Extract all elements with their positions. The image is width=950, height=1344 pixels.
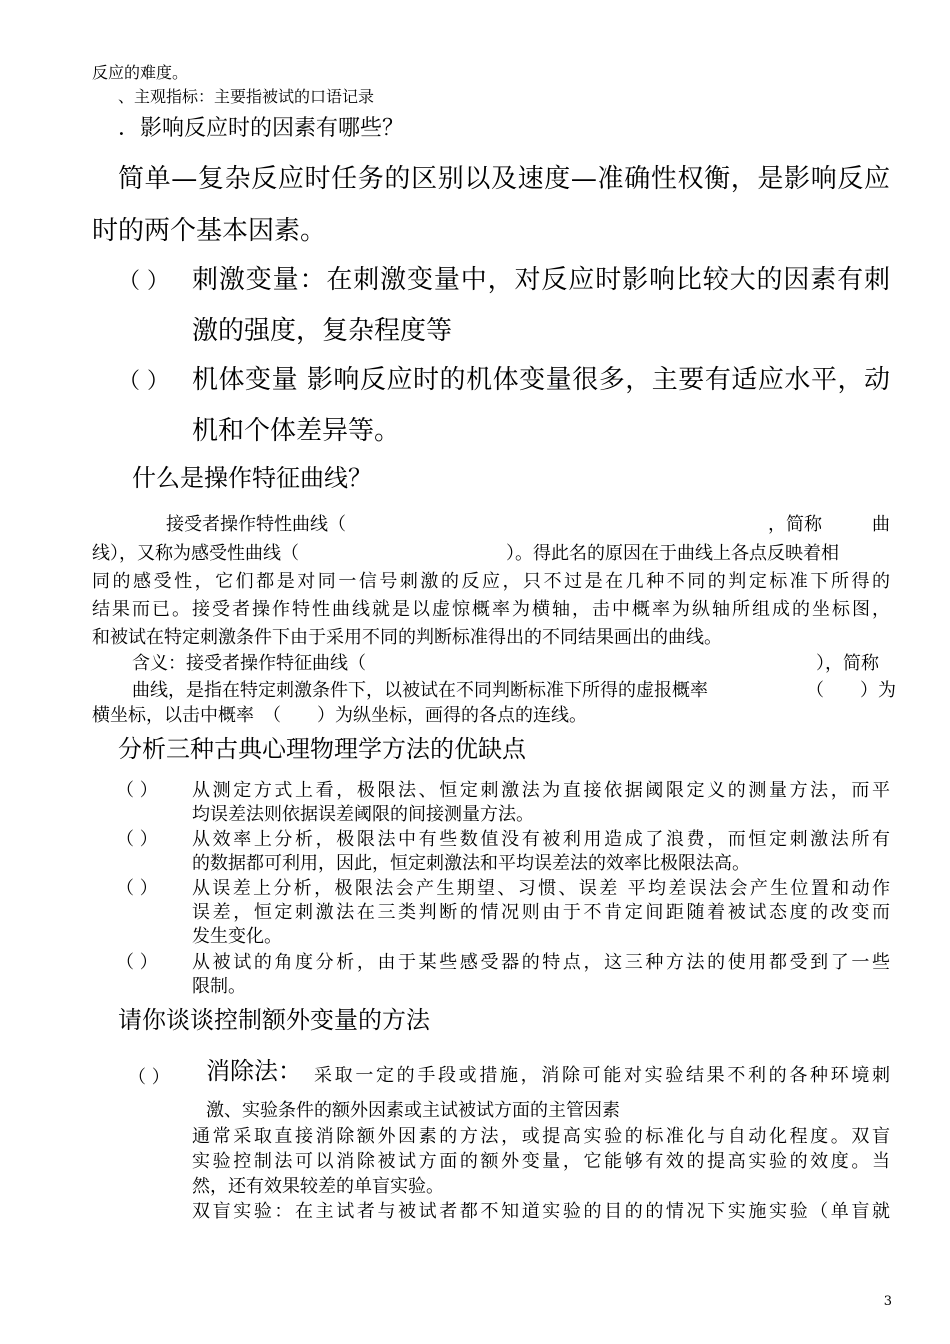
list-item-line: 机体变量 影响反应时的机体变量很多，主要有适应水平，动 (192, 365, 890, 395)
list-item-line: 均误差法则依据误差阈限的间接测量方法。 (192, 804, 534, 825)
paragraph-line: 和被试在特定刺激条件下由于采用不同的判断标准得出的不同结果画出的曲线。 (92, 627, 722, 648)
text-fragment: 含义：接受者操作特征曲线（ (132, 653, 366, 674)
section-heading: 什么是操作特征曲线？ (132, 464, 372, 492)
section-heading: 分析三种古典心理物理学方法的优缺点 (118, 735, 526, 763)
list-marker: （ ） (116, 952, 158, 973)
paragraph-line: 横坐标，以击中概率 （ ）为纵坐标，画得的各点的连线。 (92, 705, 587, 726)
text-fragment: ，简称 (768, 514, 822, 535)
list-item-line: 误差，恒定刺激法在三类判断的情况则由于不肯定间距随着被试态度的改变而 (192, 902, 890, 923)
list-marker: （ ） (116, 780, 158, 801)
list-item-line: 激、实验条件的额外因素或主试被试方面的主管因素 (206, 1100, 620, 1121)
list-marker: （ ） (128, 1067, 170, 1088)
text-fragment: 线），又称为感受性曲线（ (92, 543, 299, 564)
list-item-line: 刺激变量：在刺激变量中，对反应时影响比较大的因素有刺 (192, 265, 890, 295)
list-item-line: 机和个体差异等。 (192, 416, 401, 446)
list-marker: （ ） (118, 269, 169, 294)
list-item-line: 采取一定的手段或措施，消除可能对实验结果不利的各种环境刺 (314, 1065, 890, 1086)
section-heading: ．影响反应时的因素有哪些？ (118, 116, 405, 141)
list-marker: （ ） (116, 829, 158, 850)
list-marker: （ ） (116, 878, 158, 899)
paragraph-line: 同的感受性，它们都是对同一信号刺激的反应，只不过是在几种不同的判定标准下所得的 (92, 571, 890, 592)
list-marker: （ ） (118, 369, 169, 394)
text-fragment: 曲线，是指在特定刺激条件下，以被试在不同判断标准下所得的虚报概率 (132, 680, 708, 701)
paragraph-line: 双盲实验：在主试者与被试者都不知道实验的目的的情况下实施实验（单盲就 (192, 1201, 890, 1222)
list-item-line: 从被试的角度分析，由于某些感受器的特点，这三种方法的使用都受到了一些 (192, 952, 890, 973)
text-line: 、主观指标：主要指被试的口语记录 (118, 87, 375, 106)
paragraph-line: 通常采取直接消除额外因素的方法，或提高实验的标准化与自动化程度。双盲 (192, 1126, 890, 1147)
paragraph-line: 实验控制法可以消除被试方面的额外变量，它能够有效的提高实验的效度。当 (192, 1151, 890, 1172)
list-item-label: 消除法： (206, 1057, 302, 1085)
list-item-line: 从测定方式上看，极限法、恒定刺激法为直接依据阈限定义的测量方法，而平 (192, 780, 890, 801)
text-fragment: （ ）为 (806, 680, 896, 701)
text-fragment: ）。得此名的原因在于曲线上各点反映着相 (506, 543, 839, 564)
list-item-line: 激的强度，复杂程度等 (192, 316, 453, 346)
text-fragment: ），简称 (816, 653, 879, 674)
paragraph-line: 简单—复杂反应时任务的区别以及速度—准确性权衡，是影响反应 (118, 164, 890, 194)
list-item-line: 从误差上分析，极限法会产生期望、习惯、误差 平均差误法会产生位置和动作 (192, 878, 890, 899)
text-fragment: 接受者操作特性曲线（ (166, 514, 346, 535)
paragraph-line: 时的两个基本因素。 (92, 216, 327, 246)
list-item-line: 发生变化。 (192, 926, 282, 947)
list-item-line: 限制。 (192, 976, 246, 997)
text-fragment: 曲 (872, 514, 890, 535)
page-number: 3 (883, 1294, 892, 1309)
list-item-line: 的数据都可利用，因此，恒定刺激法和平均误差法的效率比极限法高。 (192, 853, 750, 874)
list-item-line: 从效率上分析，极限法中有些数值没有被利用造成了浪费，而恒定刺激法所有 (192, 829, 890, 850)
paragraph-line: 然，还有效果较差的单盲实验。 (192, 1176, 444, 1197)
section-heading: 请你谈谈控制额外变量的方法 (118, 1006, 430, 1034)
paragraph-line: 结果而已。接受者操作特性曲线就是以虚惊概率为横轴，击中概率为纵轴所组成的坐标图， (92, 599, 890, 620)
text-line: 反应的难度。 (92, 63, 189, 82)
